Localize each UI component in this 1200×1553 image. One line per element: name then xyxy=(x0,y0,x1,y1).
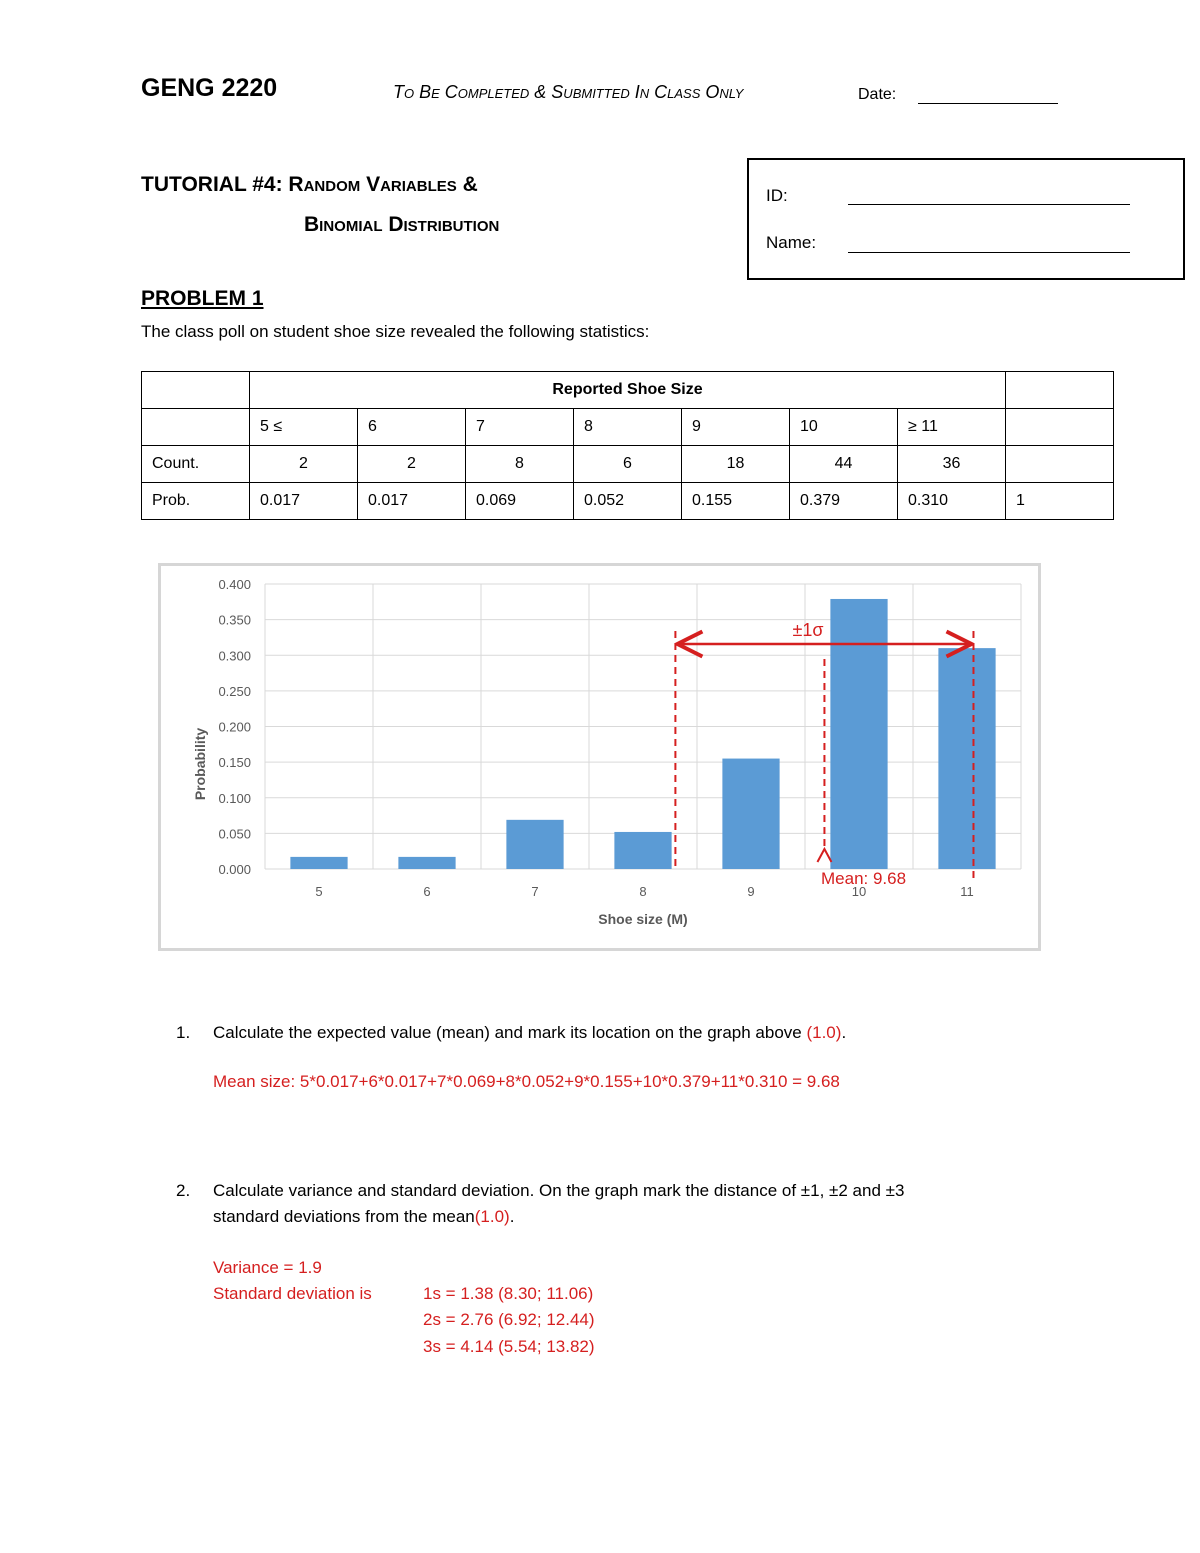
x-tick-label: 10 xyxy=(851,884,867,899)
size-header: ≥ 11 xyxy=(898,409,1006,446)
question-2-text-line1: Calculate variance and standard deviation. On the graph mark the distance of ±1, ±2 and ±3 xyxy=(213,1181,905,1200)
bar xyxy=(614,832,671,869)
size-header: 7 xyxy=(466,409,574,446)
question-1-number: 1. xyxy=(176,1023,191,1042)
size-header: 8 xyxy=(574,409,682,446)
id-field-line[interactable] xyxy=(848,204,1130,205)
prob-cell: 0.017 xyxy=(250,483,358,520)
std-dev-1: 1s = 1.38 (8.30; 11.06) xyxy=(423,1284,594,1303)
count-cell: 18 xyxy=(682,446,790,483)
x-tick-label: 7 xyxy=(531,884,539,899)
bar xyxy=(398,857,455,869)
mean-caret xyxy=(817,849,831,862)
question-1-text: Calculate the expected value (mean) and mark its location on the graph above xyxy=(213,1023,807,1042)
sigma-annotation: ±1σ xyxy=(792,620,824,640)
std-dev-3: 3s = 4.14 (5.54; 13.82) xyxy=(423,1337,595,1356)
size-header: 6 xyxy=(358,409,466,446)
bar-chart-svg xyxy=(161,566,1038,948)
question-1-end: . xyxy=(841,1023,847,1042)
std-dev-2: 2s = 2.76 (6.92; 12.44) xyxy=(423,1310,595,1329)
question-2-number: 2. xyxy=(176,1181,191,1200)
table-cell xyxy=(1006,446,1114,483)
mean-annotation: Mean: 9.68 xyxy=(821,869,907,888)
table-row xyxy=(142,446,1114,483)
x-tick-label: 11 xyxy=(960,884,974,899)
name-field-line[interactable] xyxy=(848,252,1130,253)
submission-note: To Be Completed & Submitted In Class Only xyxy=(393,82,744,102)
tutorial-title-line2: Binomial Distribution xyxy=(304,213,500,236)
size-header: 9 xyxy=(682,409,790,446)
size-header: 5 ≤ xyxy=(250,409,358,446)
course-code: GENG 2220 xyxy=(141,74,278,102)
prob-row-label: Prob. xyxy=(142,483,250,520)
y-tick-label: 0.100 xyxy=(218,790,251,806)
prob-cell: 0.379 xyxy=(790,483,898,520)
problem-heading: PROBLEM 1 xyxy=(141,287,264,310)
student-id-box xyxy=(747,158,1185,280)
prob-cell: 0.310 xyxy=(898,483,1006,520)
x-axis-label: Shoe size (M) xyxy=(598,911,688,927)
prob-cell: 0.069 xyxy=(466,483,574,520)
y-tick-label: 0.200 xyxy=(218,719,251,735)
y-tick-label: 0.250 xyxy=(218,683,251,699)
bar xyxy=(938,648,995,869)
count-cell: 8 xyxy=(466,446,574,483)
count-row-label: Count. xyxy=(142,446,250,483)
bar xyxy=(506,820,563,869)
y-tick-label: 0.350 xyxy=(218,612,251,628)
y-tick-label: 0.400 xyxy=(218,577,251,592)
prob-cell: 0.017 xyxy=(358,483,466,520)
y-tick-label: 0.150 xyxy=(218,755,251,771)
count-cell: 44 xyxy=(790,446,898,483)
question-1-points: (1.0) xyxy=(806,1023,842,1042)
table-group-header: Reported Shoe Size xyxy=(250,372,1006,409)
name-label: Name: xyxy=(766,233,817,252)
date-field-line[interactable] xyxy=(918,103,1058,104)
bar xyxy=(722,759,779,869)
x-tick-label: 6 xyxy=(423,884,431,899)
x-tick-label: 9 xyxy=(747,884,755,899)
y-tick-label: 0.300 xyxy=(218,648,251,664)
tutorial-title-line1: TUTORIAL #4: Random Variables & xyxy=(141,173,478,196)
shoe-size-table xyxy=(141,371,1114,520)
count-cell: 36 xyxy=(898,446,1006,483)
table-row xyxy=(142,372,1114,409)
problem-intro: The class poll on student shoe size revealed the following statistics: xyxy=(141,322,650,341)
prob-cell: 0.052 xyxy=(574,483,682,520)
question-2-points: (1.0) xyxy=(474,1207,510,1226)
date-label: Date: xyxy=(858,86,897,103)
y-tick-label: 0.050 xyxy=(218,826,251,842)
question-2 xyxy=(213,1204,514,1230)
question-1 xyxy=(213,1020,846,1046)
table-row xyxy=(142,483,1114,520)
variance-answer: Variance = 1.9 xyxy=(213,1258,322,1277)
count-cell: 2 xyxy=(358,446,466,483)
prob-total-cell: 1 xyxy=(1006,483,1114,520)
bar xyxy=(830,599,887,869)
x-tick-label: 8 xyxy=(639,884,647,899)
std-dev-label: Standard deviation is xyxy=(213,1284,372,1303)
table-cell xyxy=(1006,409,1114,446)
id-label: ID: xyxy=(766,186,788,205)
probability-chart xyxy=(158,563,1041,951)
bar xyxy=(290,857,347,869)
x-tick-label: 5 xyxy=(315,884,323,899)
prob-cell: 0.155 xyxy=(682,483,790,520)
count-cell: 2 xyxy=(250,446,358,483)
count-cell: 6 xyxy=(574,446,682,483)
table-cell xyxy=(142,409,250,446)
size-header: 10 xyxy=(790,409,898,446)
question-2-end: . xyxy=(509,1207,515,1226)
question-1-answer: Mean size: 5*0.017+6*0.017+7*0.069+8*0.052+9*0.155+10*0.379+11*0.310 = 9.68 xyxy=(213,1072,840,1091)
table-row xyxy=(142,409,1114,446)
y-axis-label: Probability xyxy=(192,727,208,801)
y-tick-label: 0.000 xyxy=(218,862,251,877)
table-cell xyxy=(1006,372,1114,409)
table-cell xyxy=(142,372,250,409)
question-2-text-line2: standard deviations from the mean xyxy=(213,1207,475,1226)
